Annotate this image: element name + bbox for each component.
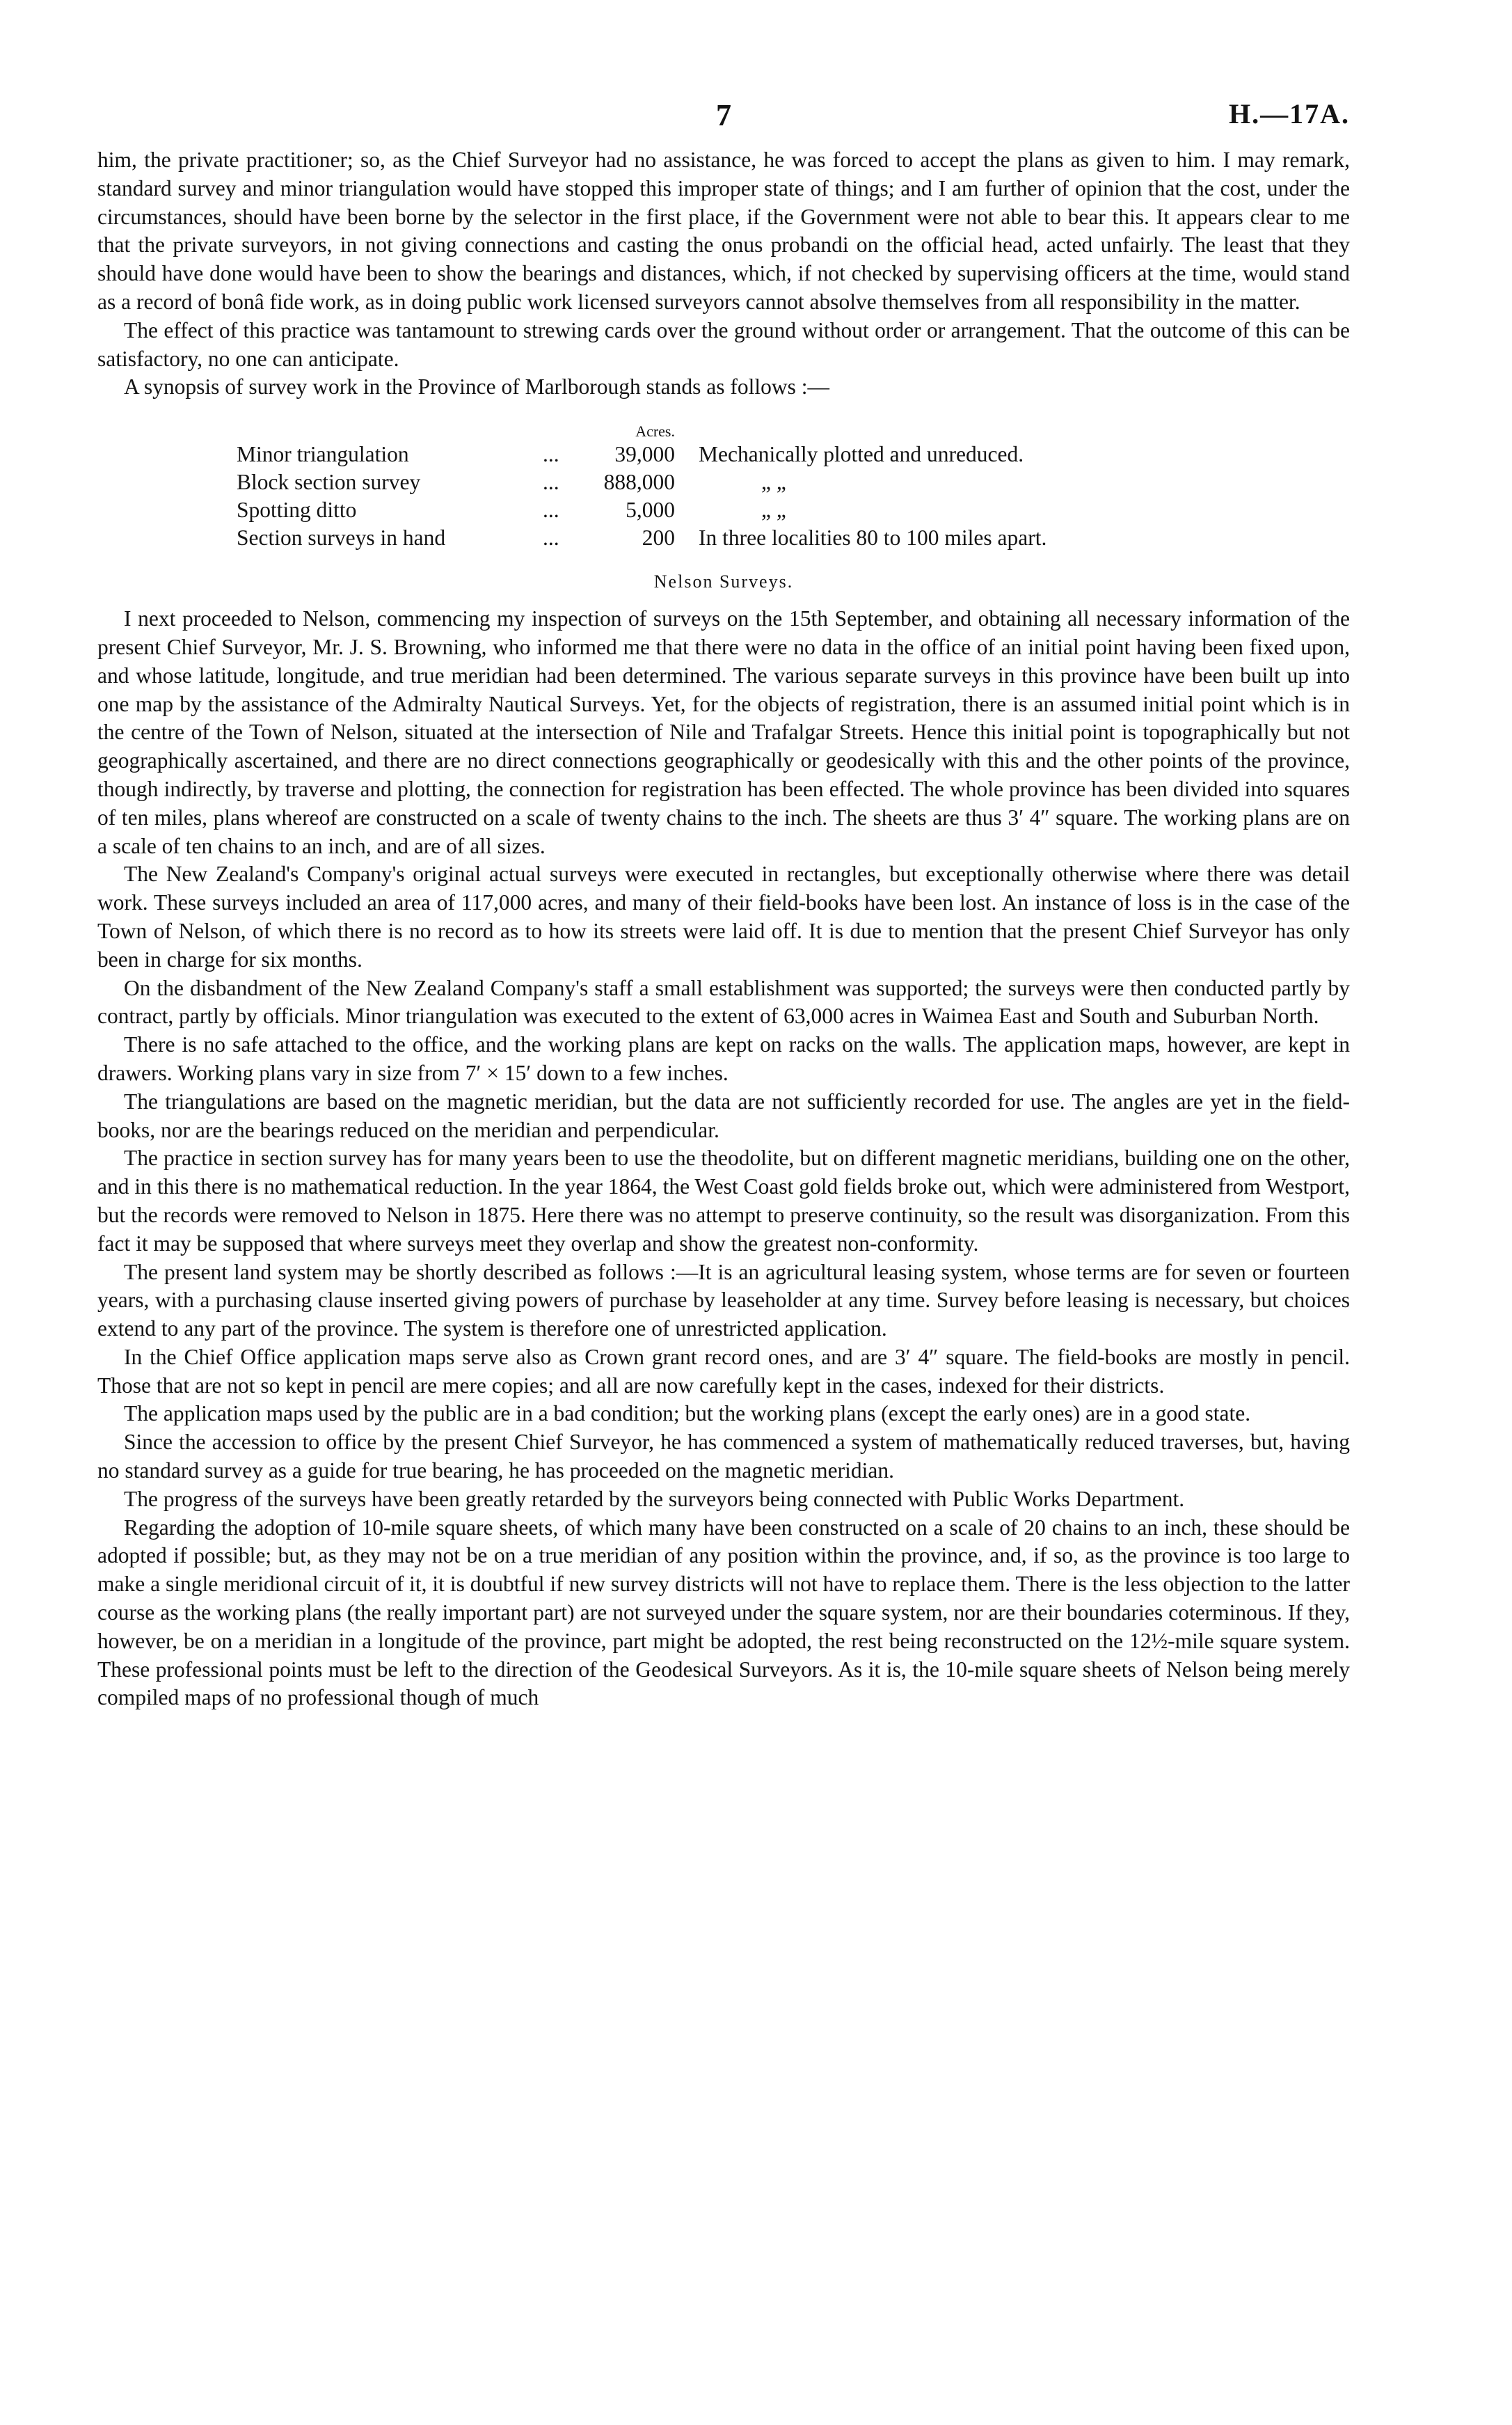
leader-dots: ... [543, 498, 559, 523]
nelson-text [97, 605, 1350, 1712]
paragraph: There is no safe attached to the office, and the working plans are kept on racks on the walls. The application maps, however, are kept in drawers. Working plans vary in size from 7′ × 15′ down to a few inches. [97, 1032, 1350, 1085]
synopsis-row [237, 470, 1280, 498]
paragraph: him, the private practitioner; so, as the Chief Surveyor had no assistance, he was forced to accept the plans as given to him. I may remark, standard survey and minor triangulation would have stopped this improper state of things; and I am further of opinion that the cost, under the circumstances, should have been borne by the selector in the first place, if the Government were not able to bear this. It appears clear to me that the private surveyors, in not giving connections and casting the onus probandi on the official head, acted unfairly. The least that they should have done would have been to show the bearings and distances, which, if not checked by supervising officers at the time, would stand as a record of bonâ fide work, as in doing public work licensed surveyors cannot absolve themselves from all responsibility in the matter. [97, 148, 1350, 314]
leader-dots: ... [543, 470, 559, 495]
leader-dots: ... [543, 442, 559, 467]
synopsis-acres: 5,000 [626, 498, 675, 523]
paragraph: Since the accession to office by the present Chief Surveyor, he has commenced a system of mathematically reduced traverses, but, having no standard survey as a guide for true bearing, he has proceeded on the magnetic meridian. [97, 1430, 1350, 1483]
synopsis-label: Section surveys in hand [237, 526, 446, 551]
synopsis-note [699, 470, 1280, 498]
paragraph: On the disbandment of the New Zealand Company's staff a small establishment was supported; the surveys were then conducted partly by contract, partly by officials. Minor triangulation was executed to the extent of 63,000 acres in Waimea East and South and Suburban North. [97, 975, 1350, 1029]
leader-dots: ... [543, 526, 559, 551]
paragraph: The effect of this practice was tantamount to strewing cards over the ground without order or arrangement. That the outcome of this can be satisfactory, no one can anticipate. [97, 317, 1350, 371]
acres-column-header: Acres. [635, 422, 675, 441]
ditto-marks: „ „ [761, 498, 786, 523]
paragraph: Regarding the adoption of 10-mile square sheets, of which many have been constructed on a scale of 20 chains to an inch, these should be adopted if possible; but, as they may not be on a true meridian of any position within the province, and, if so, as the province is too large to make a single meridional circuit of it, it is doubtful if new survey districts will not have to replace them. There is the less objection to the latter course as the working plans (the really important part) are not surveyed under the square system, nor are their boundaries coterminous. If they, however, be on a meridian in a longitude of the province, part might be adopted, the rest being reconstructed on the 12½-mile square system. These professional points must be left to the direction of the Geodesical Surveyors. As it is, the 10-mile square sheets of Nelson being merely compiled maps of no professional though of much [97, 1515, 1350, 1710]
synopsis-note [699, 498, 1280, 526]
synopsis-row [237, 526, 1280, 553]
synopsis-label: Spotting ditto [237, 498, 357, 523]
synopsis-note: In three localities 80 to 100 miles apart. [699, 526, 1047, 551]
paragraph: The application maps used by the public are in a bad condition; but the working plans (except the early ones) are in a good state. [124, 1401, 1251, 1426]
synopsis-label: Block section survey [237, 470, 421, 495]
synopsis-acres: 39,000 [614, 442, 675, 467]
intro-text [97, 146, 1350, 402]
paragraph: The progress of the surveys have been greatly retarded by the surveyors being connected with Public Works Department. [124, 1486, 1185, 1511]
synopsis-row [237, 498, 1280, 526]
synopsis-acres: 888,000 [603, 470, 675, 495]
synopsis-acres: 200 [642, 526, 675, 551]
document-reference: H.—17A. [1229, 98, 1350, 129]
synopsis-row [237, 442, 1280, 470]
synopsis-label: Minor triangulation [237, 442, 409, 467]
paragraph: A synopsis of survey work in the Province of Marlborough stands as follows :— [124, 374, 830, 400]
synopsis-header-row [237, 417, 1280, 442]
paragraph: The present land system may be shortly described as follows :—It is an agricultural leasing system, whose terms are for seven or fourteen years, with a purchasing clause inserted giving powers of purchase by leaseholder at any time. Survey before leasing is necessary, but choices extend to any part of the province. The system is therefore one of unrestricted application. [97, 1259, 1350, 1341]
page-number: 7 [716, 98, 731, 132]
section-heading-nelson-surveys: Nelson Surveys. [653, 571, 794, 592]
synopsis-note: Mechanically plotted and unreduced. [699, 442, 1024, 467]
paragraph: In the Chief Office application maps serve also as Crown grant record ones, and are 3′ 4″ square. The field-books are mostly in pencil. Those that are not so kept in pencil are mere copies; and all are now carefully kept in the cases, indexed for their districts. [97, 1344, 1350, 1398]
ditto-marks: „ „ [761, 470, 786, 495]
marlborough-synopsis-table [237, 417, 1280, 553]
page-header [97, 97, 1350, 146]
paragraph: The practice in section survey has for many years been to use the theodolite, but on different magnetic meridians, building one on the other, and in this there is no mathematical reduction. In the year 1864, the West Coast gold fields broke out, which were administered from Westport, but the records were removed to Nelson in 1875. Here there was no attempt to preserve continuity, so the result was disorganization. From this fact it may be supposed that where surveys meet they overlap and show the greatest non-conformity. [97, 1146, 1350, 1256]
paragraph: The triangulations are based on the magnetic meridian, but the data are not sufficiently recorded for use. The angles are yet in the field-books, nor are the bearings reduced on the meridian and perpendicular. [97, 1089, 1350, 1142]
document-page [97, 97, 1350, 1712]
paragraph: I next proceeded to Nelson, commencing my inspection of surveys on the 15th September, and obtaining all necessary information of the present Chief Surveyor, Mr. J. S. Browning, who informed me that there were no data in the office of an initial point having been fixed upon, and whose latitude, longitude, and true meridian had been determined. The various separate surveys in this province have been built up into one map by the assistance of the Admiralty Nautical Surveys. Yet, for the objects of registration, there is an assumed initial point which is in the centre of the Town of Nelson, situated at the intersection of Nile and Trafalgar Streets. Hence this initial point is topographically but not geographically ascertained, and there are no direct connections geographically or geodesically with this and the other points of the province, though indirectly, by traverse and plotting, the connection for registration has been effected. The whole province has been divided into squares of ten miles, plans whereof are constructed on a scale of twenty chains to the inch. The sheets are thus 3′ 4″ square. The working plans are on a scale of ten chains to an inch, and are of all sizes. [97, 606, 1350, 858]
paragraph: The New Zealand's Company's original actual surveys were executed in rectangles, but exceptionally otherwise where there was detail work. These surveys included an area of 117,000 acres, and many of their field-books have been lost. An instance of loss is in the case of the Town of Nelson, of which there is no record as to how its streets were laid off. It is due to mention that the present Chief Surveyor has only been in charge for six months. [97, 862, 1350, 972]
